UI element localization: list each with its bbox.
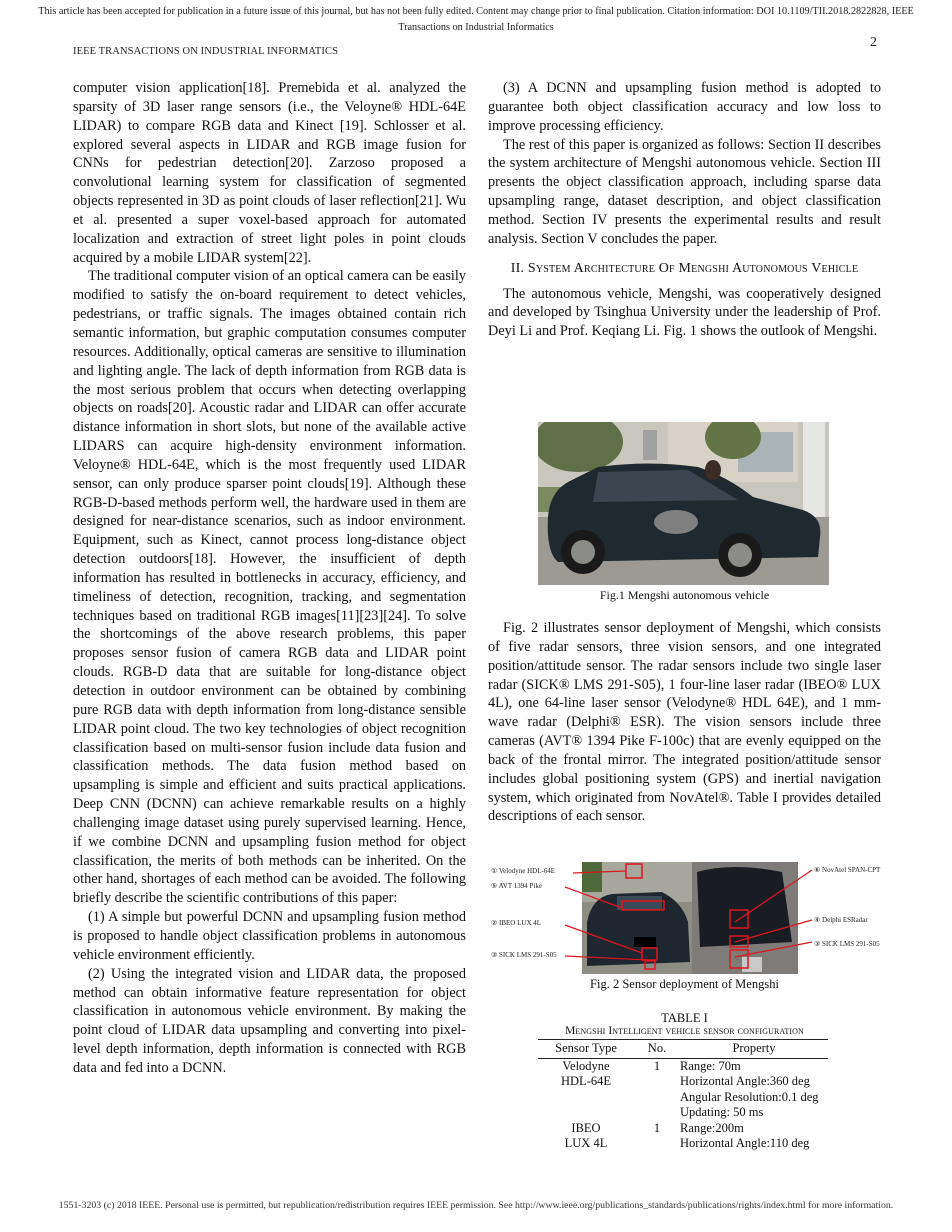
label-sick-front: ③ SICK LMS 291-S05 [491,951,557,959]
paragraph: The traditional computer vision of an optical camera can be easily modified to satisfy the on-board requirement to detect vehicles, pedestrians, or traffic signals. The images obtained contain rich semantic information, but graphic computation consumes computer resources. Additionally, optical cameras are sensitive to illumination and lighting angle. The lack of depth information from RGB data is the most serious problem that occurs when detecting overlapping objects on roads[20]. Acoustic radar and LIDAR can offer accurate distance information in short slots, but none of the available active LIDARS can acquire high-density environment information. Veloyne® HDL-64E, which is the most frequently used LIDAR sensor, can only produce sparser point clouds[19]. Although these RGB-D-based methods perform well, the hardware used in them are designed for near-distance scenarios, such as indoor environment. Equipment, such as Kinect, cannot process long-distance object detection outdoors[18]. However, the insufficient of depth information has resulted in bottlenecks in accuracy, efficiency, and timeliness of detection, recognition, tracking, and segmentation techniques based on traditional RGB images[11][23][24]. To solve the shortcomings of the above research problems, this paper proposes sensor fusion of camera RGB data and LIDAR point clouds. RGB-D data that are suitable for long-distance object detection in outdoor environment can be obtained by combining pure RGB data with depth information from long-distance sensible LIDAR point cloud. The two key technologies of object recognition classification based on multi-sensor fusion include data fusion and classification methods. The data fusion method based on upsampling is simple and efficient and suits practical applications. Deep CNN (DCNN) can achieve remarkable results on a highly challenging image dataset using purely supervised learning. Hence, if we combine DCNN and upsampling fusion method for object classification, the merits of both methods can be inherited. On the other hand, shortages of each method can be avoided. The following briefly describe the scientific contributions of this paper: [73,268,466,907]
column-header-no: No. [634,1040,680,1059]
column-header-sensor-type: Sensor Type [538,1040,634,1059]
contribution-3: (3) A DCNN and upsampling fusion method is adopted to guarantee both object classification accuracy and low loss to improve processing efficiency. [488,80,881,134]
table-row [538,1121,828,1152]
paragraph: computer vision application[18]. Premebida et al. analyzed the sparsity of 3D laser range sensors (i.e., the Veloyne® HDL-64E LIDAR) to compare RGB data and Kinect [19]. Schlosser et al. explored several aspects in LIDAR and RGB image fusion for CNNs for pedestrian detection[20]. Zarzoso proposed a convolutional learning system for classification of segmented objects represented in 3D as point clouds of laser reflection[21]. Wu et al. presented a super voxel-based approach for automated localization and extraction of street light poles in point clouds acquired by a mobile LIDAR system[22]. [73,80,466,266]
section-heading: II. System Architecture Of Mengshi Autonomous Vehicle [510,260,859,276]
right-column [488,79,881,341]
notice-line-1: This article has been accepted for publication in a future issue of this journal, but has not been fully edited. Content may change prior to final publication. Citation information: DOI 10.1109/TII.2018.2822828, IEEE [38,6,914,17]
label-delphi: ④ Delphi ESRadar [814,916,868,924]
notice-line-2: Transactions on Industrial Informatics [398,22,554,33]
contribution-2: (2) Using the integrated vision and LIDAR data, the proposed method can obtain informative feature representation for object classification in autonomous vehicle environment. By making the point cloud of LIDAR data upsampling and converting into pixel-level depth information, depth information is connected with RGB data and fed into a DCNN. [73,965,466,1076]
vehicle-photo-illustration [538,422,829,585]
table-title: TABLE I [661,1011,708,1025]
sensor-type-line: IBEO [571,1120,601,1135]
column-header-property: Property [680,1040,828,1059]
property-line: Range: 70m [680,1058,741,1073]
publication-notice [0,4,952,36]
label-sick-rear: ③ SICK LMS 291-S05 [814,940,880,948]
property-line: Horizontal Angle:360 deg [680,1074,810,1088]
property-line: Angular Resolution:0.1 deg [680,1089,819,1104]
sensor-paragraph: Fig. 2 illustrates sensor deployment of Mengshi, which consists of five radar sensors, three vision sensors, and one integrated position/attitude sensor. The radar sensors include two single laser radar (SICK® LMS 291-S05), 1 four-line laser radar (IBEO® LUX 4L), one 64-line laser sensor (Velodyne® HDL 64E), and 1 mm-wave radar (Delphi® ESR). The vision sensors include three cameras (AVT® 1394 Pike F-100c) that are evenly equipped on the back of the frontal mirror. The integrated position/attitude sensor includes global positioning system (GPS) and inertial navigation system, which originated from NovAtel®. Table I provides detailed descriptions of each sensor. [488,620,881,825]
sensor-type-line: Velodyne [562,1058,610,1073]
sensor-configuration-table [538,1039,828,1152]
running-head: IEEE TRANSACTIONS ON INDUSTRIAL INFORMATICS [73,46,339,57]
sensor-type-cell [538,1058,634,1121]
label-avt: ⑤ AVT 1394 Pike [491,882,542,890]
property-line: Horizontal Angle:110 deg [680,1136,810,1150]
paragraph: The rest of this paper is organized as follows: Section II describes the system architecture of Mengshi autonomous vehicle. Section III presents the object classification approach, including sparse data upsampling range, dataset description, and object classification method. Section IV presents the experimental results and result analysis. Section V concludes the paper. [488,136,881,247]
figure-2-caption: Fig. 2 Sensor deployment of Mengshi [590,977,779,991]
left-column [73,79,466,1078]
contribution-1: (1) A simple but powerful DCNN and upsampling fusion method is proposed to handle object classification problems in autonomous vehicle environment efficiently. [73,909,466,963]
page-number: 2 [870,35,877,50]
copyright-footer: 1551-3203 (c) 2018 IEEE. Personal use is permitted, but republication/redistribution requires IEEE permission. See http://www.ieee.org/publications_standards/publications/rights/index.html for more information. [58,1200,894,1211]
label-novatel: ⑥ NovAtel SPAN-CPT [814,866,881,874]
figure-1-vehicle-photo [538,422,829,585]
label-velodyne: ① Velodyne HDL-64E [491,867,556,875]
sensor-property-cell [680,1121,828,1152]
sensor-property-cell [680,1058,828,1121]
paragraph: The autonomous vehicle, Mengshi, was cooperatively designed and developed by Tsinghua University under the leadership of Prof. Deyi Li and Prof. Keqiang Li. Fig. 1 shows the outlook of Mengshi. [488,285,881,340]
sensor-count-cell: 1 [653,1058,661,1073]
sensor-type-cell [538,1121,634,1152]
property-line: Updating: 50 ms [680,1105,764,1119]
table-header-row [538,1040,828,1059]
sensor-type-line: HDL-64E [561,1074,611,1088]
sensor-type-line: LUX 4L [564,1136,608,1150]
table-subtitle: Mengshi Intelligent vehicle sensor configuration [565,1025,804,1037]
right-column-lower [488,619,881,826]
property-line: Range:200m [680,1120,744,1135]
label-ibeo: ② IBEO LUX 4L [491,919,542,927]
table-row [538,1058,828,1121]
sensor-count-cell: 1 [653,1120,661,1135]
figure-1-caption: Fig.1 Mengshi autonomous vehicle [599,588,770,602]
